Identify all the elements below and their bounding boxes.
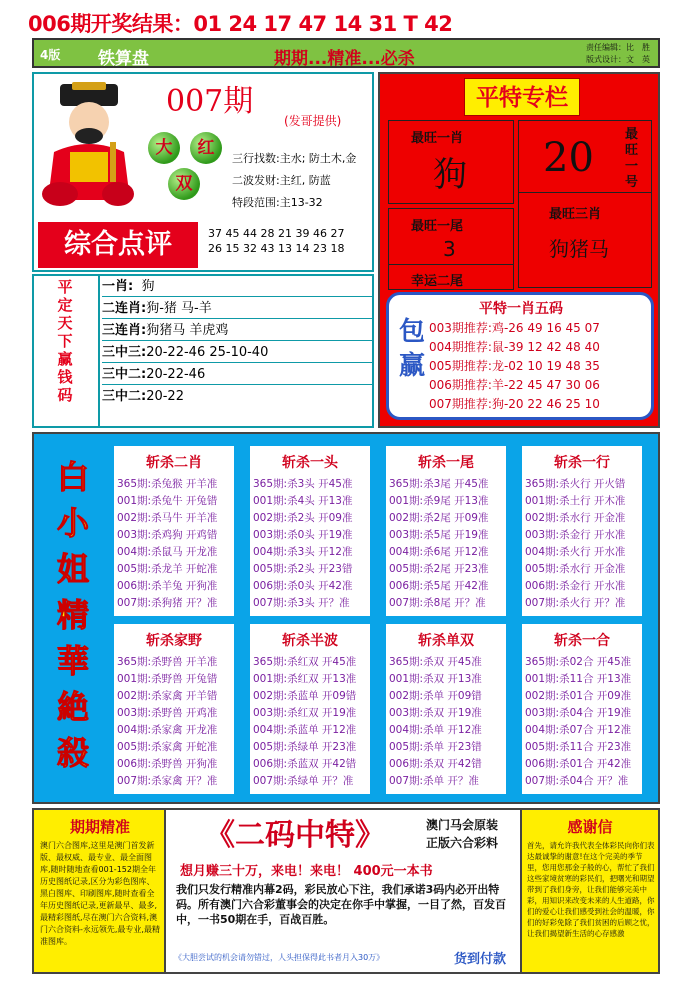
lucky-tail-label: 幸运二尾 [411, 274, 464, 289]
kill-box-row: 007期:杀单 开？准 [389, 775, 479, 787]
special-panel [378, 72, 660, 428]
thank-letter-body: 首先，请允许我代表全体彩民向你们表达最诚挚的谢意!在这个完美的季节里，您用您那金子般的心，帮忙了我们这些家境贫寒的彩民们，把曙光和期望带到了我们身旁，让我们能够完美中彩，用知识来改变未来的人生道路，你们的爱心让我们感受到社会的温暖，你们的好彩免除了我们贫困的后顾之忧，让我们揭望新生活的心存感激 [527, 841, 655, 938]
row-label: 三连肖: [102, 323, 147, 338]
footer-left-body: 澳门六合图库,这里是澳门首发新版、最权威、最专业、最全面图库,随时随地查看001-152期全年历史图纸记录,区分为彩色图库、黑白图库、印刷图库,随时查看全年历史图纸记录,更新最早、最多,最精彩图纸,尽在澳门六合资料,澳门六合资料-永远领先,最专业,最精准图库。 [40, 841, 160, 946]
fortune-god-image [40, 82, 138, 212]
header-slogan: 期期...精准...必杀 [274, 49, 415, 69]
recommend-row: 005期推荐:龙-02 10 19 48 35 [429, 359, 600, 373]
kill-box-row: 002期:杀马牛 开羊准 [117, 512, 218, 524]
ball-red: 红 [190, 132, 222, 164]
footer-subtitle-1: 澳门马会原装 [426, 818, 499, 832]
kill-box [386, 446, 506, 616]
row-label: 二连肖: [102, 301, 147, 316]
kill-box [386, 624, 506, 794]
best-three-zodiac-label: 最旺三肖 [549, 207, 602, 222]
footer-note: 《大胆尝试的机会请勿错过，人头担保得此书者月入30万》 [174, 953, 385, 962]
table-side-text: 平定天下赢钱码 [57, 278, 73, 404]
kill-box-row: 007期:杀火行 开？准 [525, 597, 626, 609]
kill-box-row: 006期:杀双 开42错 [389, 758, 482, 770]
kill-side-title: 白小姐精華絶殺 [56, 458, 89, 772]
thank-letter-title: 感谢信 [567, 818, 613, 836]
kill-box-row: 006期:杀羊兔 开狗准 [117, 580, 218, 592]
version-label [40, 44, 60, 64]
kill-box-row: 005期:杀2尾 开23准 [389, 563, 489, 575]
row-label: 一肖: [102, 279, 134, 294]
kill-box-row: 006期:杀蓝双 开42错 [253, 758, 357, 770]
footer-subtitle [426, 816, 498, 852]
issue-title: 007期 [166, 84, 254, 119]
recommend-row: 006期推荐:羊-22 45 47 30 06 [429, 378, 600, 392]
kill-box-row: 005期:杀绿单 开23准 [253, 741, 357, 753]
kill-section [32, 432, 660, 804]
special-title: 平特专栏 [464, 78, 580, 116]
kill-box [114, 624, 234, 794]
best-three-zodiac-box [518, 192, 652, 288]
kill-box-row: 365期:杀红双 开45准 [253, 656, 357, 668]
kill-box-row: 004期:杀3头 开12准 [253, 546, 353, 558]
kill-box-row: 005期:杀家禽 开蛇准 [117, 741, 218, 753]
kill-box-row: 007期:杀04合 开？准 [525, 775, 629, 787]
lottery-result-headline: 006期开奖结果：01 24 17 47 14 31 T 42 [28, 12, 453, 36]
kill-box-row: 002期:杀01合 开09准 [525, 690, 632, 702]
footer-subtitle-2: 正版六合彩料 [426, 836, 499, 850]
best-zodiac-value: 狗 [433, 155, 467, 195]
number-grid [208, 226, 344, 256]
footer-left-panel [34, 810, 166, 972]
kill-box-title: 斩杀一合 [554, 633, 610, 649]
kill-box-row: 004期:杀鼠马 开龙准 [117, 546, 218, 558]
kill-box-title: 斩杀一尾 [418, 455, 474, 471]
kill-box-row: 001期:杀兔牛 开兔错 [117, 495, 218, 507]
recommend-side-label: 包赢 [399, 317, 426, 381]
number-row: 37 45 44 28 21 39 46 27 [208, 227, 345, 240]
row-value: 20-22 [146, 389, 184, 404]
provider-label: (发哥提供) [284, 114, 342, 128]
kill-box-row: 003期:杀红双 开19准 [253, 707, 357, 719]
kill-box-row: 365期:杀3尾 开45准 [389, 478, 489, 490]
kill-box [522, 624, 642, 794]
kill-box [250, 624, 370, 794]
kill-box-row: 003期:杀5尾 开19准 [389, 529, 489, 541]
recommend-row: 003期推荐:鸡-26 49 16 45 07 [429, 321, 600, 335]
footer-big-title: 《二码中特》 [205, 818, 385, 853]
table-row [102, 342, 372, 363]
recommend-row: 004期推荐:鼠-39 12 42 48 40 [429, 340, 600, 354]
best-zodiac-label: 最旺一肖 [411, 131, 464, 146]
kill-box [114, 446, 234, 616]
ball-even: 双 [168, 168, 200, 200]
kill-box-row: 007期:杀狗猪 开？准 [117, 597, 218, 609]
kill-box-row: 003期:杀04合 开19准 [525, 707, 632, 719]
kill-box-row: 006期:杀金行 开水准 [525, 580, 626, 592]
kill-box-title: 斩杀家野 [146, 633, 202, 649]
footer-slogan: 想月赚三十万，来电！来电！ 400元一本书 [180, 864, 433, 879]
version-number: 4 [40, 48, 49, 62]
kill-box-row: 006期:杀野兽 开狗准 [117, 758, 218, 770]
kill-box-row: 365期:杀双 开45准 [389, 656, 482, 668]
kill-box-row: 001期:杀11合 开13准 [525, 673, 632, 685]
footer-right-panel [520, 810, 658, 972]
kill-box [250, 446, 370, 616]
table-row [102, 320, 372, 341]
kill-box-row: 003期:杀双 开19准 [389, 707, 482, 719]
kill-box-row: 001期:杀9尾 开13准 [389, 495, 489, 507]
recommend-row: 007期推荐:狗-20 22 46 25 10 [429, 397, 600, 411]
kill-box-row: 005期:杀龙羊 开蛇准 [117, 563, 218, 575]
table-row [102, 298, 372, 319]
kill-box-row: 002期:杀单 开09错 [389, 690, 482, 702]
info-line-range: 特段范围:主13-32 [232, 196, 323, 209]
kill-box-row: 007期:杀3头 开？准 [253, 597, 350, 609]
kill-box-title: 斩杀一头 [282, 455, 338, 471]
best-zodiac-box [388, 120, 514, 204]
kill-box-row: 007期:杀家禽 开？准 [117, 775, 218, 787]
kill-box-row: 004期:杀家禽 开龙准 [117, 724, 218, 736]
row-value: 狗-猪 马-羊 [146, 301, 212, 316]
number-row: 26 15 32 43 13 14 23 18 [208, 242, 345, 255]
info-line-wave: 二波发财:主红, 防蓝 [232, 174, 331, 187]
kill-box-row: 365期:杀02合 开45准 [525, 656, 632, 668]
kill-box-row: 004期:杀蓝单 开12准 [253, 724, 357, 736]
row-value: 20-22-46 25-10-40 [146, 345, 269, 360]
footer-body: 我们只发行精准内幕2码，彩民放心下注，我们承诺3码内必开出特码。所有澳门六合彩董事会的决定在你手中掌握，一目了然，百发百中，一书50期在手，百战百胜。 [176, 883, 506, 926]
version-suffix: 版 [48, 48, 61, 62]
row-label: 三中二: [102, 389, 147, 404]
row-label: 三中二: [102, 367, 147, 382]
kill-box-row: 003期:杀鸡狗 开鸡错 [117, 529, 218, 541]
kill-box-row: 365期:杀野兽 开羊准 [117, 656, 218, 668]
kill-box-row: 006期:杀0头 开42准 [253, 580, 353, 592]
kill-box-row: 006期:杀5尾 开42准 [389, 580, 489, 592]
designer-credit: 版式设计：文 英 [586, 55, 650, 64]
best-three-zodiac-value: 狗猪马 [549, 237, 609, 261]
review-banner: 综合点评 [38, 222, 198, 268]
kill-box-row: 003期:杀0头 开19准 [253, 529, 353, 541]
kill-box-row: 001期:杀土行 开木准 [525, 495, 626, 507]
paper-name: 铁算盘 [98, 49, 149, 69]
row-value: 20-22-46 [146, 367, 206, 382]
kill-box-title: 斩杀半波 [282, 633, 338, 649]
kill-box-row: 001期:杀双 开13准 [389, 673, 482, 685]
credits [586, 42, 650, 66]
kill-box-row: 007期:杀8尾 开？准 [389, 597, 486, 609]
table-row [102, 386, 372, 407]
best-tail-label: 最旺一尾 [411, 219, 464, 234]
kill-box-row: 002期:杀2头 开09准 [253, 512, 353, 524]
kill-box [522, 446, 642, 616]
kill-box-row: 005期:杀水行 开金准 [525, 563, 626, 575]
kill-box-row: 365期:杀兔猴 开羊准 [117, 478, 218, 490]
kill-box-row: 004期:杀单 开12准 [389, 724, 482, 736]
winning-table [32, 274, 374, 428]
editor-credit: 责任编辑：比 胜 [586, 43, 650, 52]
kill-box-row: 001期:杀4头 开13准 [253, 495, 353, 507]
kill-box-row: 003期:杀金行 开水准 [525, 529, 626, 541]
title-bar [32, 38, 660, 68]
info-panel [32, 72, 374, 272]
recommend-box [386, 292, 654, 420]
table-side-title [34, 276, 100, 426]
kill-box-row: 001期:杀野兽 开兔错 [117, 673, 218, 685]
row-value: 狗猪马 羊虎鸡 [146, 323, 229, 338]
kill-box-row: 006期:杀01合 开42准 [525, 758, 632, 770]
kill-box-title: 斩杀二肖 [146, 455, 202, 471]
kill-box-row: 004期:杀6尾 开12准 [389, 546, 489, 558]
kill-box-row: 005期:杀11合 开23准 [525, 741, 632, 753]
kill-box-row: 003期:杀野兽 开鸡准 [117, 707, 218, 719]
best-number-label: 最旺一号 [625, 127, 639, 190]
kill-box-row: 002期:杀水行 开金准 [525, 512, 626, 524]
row-label: 三中三: [102, 345, 147, 360]
kill-box-row: 002期:杀家禽 开羊错 [117, 690, 218, 702]
kill-box-row: 005期:杀2头 开23错 [253, 563, 353, 575]
kill-box-row: 004期:杀火行 开水准 [525, 546, 626, 558]
kill-box-row: 365期:杀火行 开火错 [525, 478, 626, 490]
footer [32, 808, 660, 974]
cash-on-delivery-label: 货到付款 [454, 952, 507, 967]
table-row [102, 276, 372, 297]
lucky-tail-box [388, 264, 514, 290]
kill-box-row: 007期:杀绿单 开？准 [253, 775, 354, 787]
row-value: 狗 [141, 279, 155, 294]
kill-box-row: 002期:杀蓝单 开09错 [253, 690, 357, 702]
ball-big: 大 [148, 132, 180, 164]
footer-left-title: 期期精准 [69, 818, 130, 836]
kill-box-title: 斩杀单双 [418, 633, 474, 649]
best-number-value: 20 [543, 135, 594, 181]
kill-box-title: 斩杀一行 [554, 455, 610, 471]
kill-box-row: 001期:杀红双 开13准 [253, 673, 357, 685]
kill-box-row: 365期:杀3头 开45准 [253, 478, 353, 490]
info-line-elements: 三行找数:主水; 防土木,金 [232, 152, 357, 165]
best-tail-value: 3 [443, 237, 456, 261]
table-row [102, 364, 372, 385]
kill-box-row: 004期:杀07合 开12准 [525, 724, 632, 736]
kill-box-row: 005期:杀单 开23错 [389, 741, 482, 753]
kill-box-row: 002期:杀2尾 开09准 [389, 512, 489, 524]
recommend-title: 平特一肖五码 [479, 301, 563, 317]
